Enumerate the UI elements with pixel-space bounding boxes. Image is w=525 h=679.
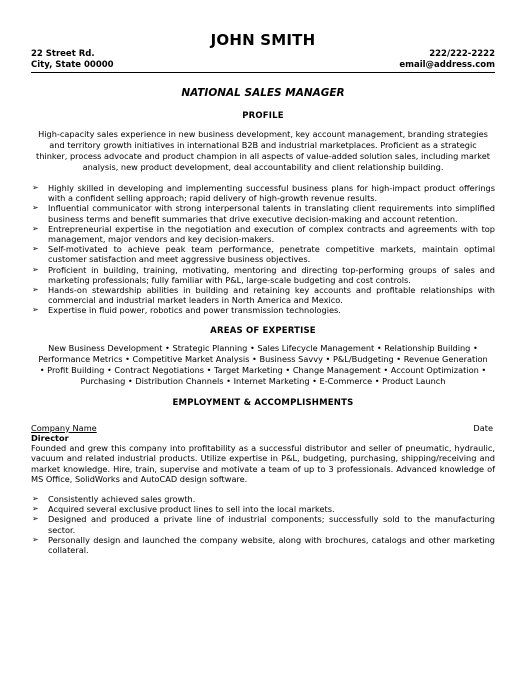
arrow-bullet-icon: ➢ [32,514,39,524]
list-item: ➢ Entrepreneurial expertise in the negotiation and execution of complex contracts and agreements with top management, major vendors and key decision-makers. [32,223,495,245]
expertise-list [31,343,495,387]
list-item: ➢ Self-motivated to achieve peak team performance, penetrate competitive markets, maintain optimal customer satisfaction and meet aggressive business objectives. [32,244,495,265]
list-item: ➢ Designed and produced a private line of industrial components; successfully sold to the manufacturing sector. [32,514,495,535]
arrow-bullet-icon: ➢ [32,504,39,514]
candidate-name: JOHN SMITH [210,31,316,49]
arrow-bullet-icon: ➢ [32,203,39,213]
address-block [31,49,114,71]
company-row [31,423,495,433]
role-title: Director [31,432,69,443]
address-line-1: 22 Street Rd. [31,49,95,59]
phone-number: 222/222-2222 [429,49,495,59]
list-item: ➢ Personally design and launched the company website, along with brochures, catalogs and other marketing collateral. [32,534,495,556]
list-item: ➢ Highly skilled in developing and implementing successful business plans for high-impact product offerings with a confident selling approach; rapid delivery of high-growth revenue results. [32,183,495,204]
list-item: ➢ Expertise in fluid power, robotics and power transmission technologies. [32,305,341,316]
arrow-bullet-icon: ➢ [32,285,39,295]
job-title: NATIONAL SALES MANAGER [181,87,345,99]
profile-summary: High-capacity sales experience in new business development, key account management, branding strategies and territory growth initiatives in international B2B and industrial marketplaces. Proficient as a strategic thinker, process advocate and product champion in all aspects of value-added solution sales, including market analysis, new product development, deal accountability and client relationship building. [36,129,490,172]
contact-details [399,49,495,71]
expertise-line: Purchasing • Distribution Channels • Internet Marketing • E-Commerce • Product Launch [80,375,446,386]
employment-heading: EMPLOYMENT & ACCOMPLISHMENTS [172,397,354,408]
arrow-bullet-icon: ➢ [32,534,39,544]
expertise-line: Performance Metrics • Competitive Market Analysis • Business Savvy • P&L/Budgeting • Revenue Generation [38,353,488,364]
profile-heading: PROFILE [242,111,284,121]
arrow-bullet-icon: ➢ [32,494,39,504]
email-address: email@address.com [399,60,495,70]
achievement-bullet-list [31,494,495,555]
arrow-bullet-icon: ➢ [32,223,39,233]
list-item: ➢ Consistently achieved sales growth. [32,494,196,505]
arrow-bullet-icon: ➢ [32,264,39,274]
expertise-line: New Business Development • Strategic Planning • Sales Lifecycle Management • Relationship Building • [48,342,478,353]
company-name: Company Name [31,422,97,433]
expertise-heading: AREAS OF EXPERTISE [210,325,316,336]
role-description: Founded and grew this company into profitability as a successful distributor and seller of pneumatic, hydraulic, vacuum and related industrial products. Utilize expertise in P&L, budgeting, purchasing, shipping/receiving and market knowledge. Hire, train, supervise and motivate a team of up to 3 professionals. Advanced knowledge of MS Office, SolidWorks and AutoCAD design software. [31,442,495,485]
employment-date: Date [473,422,493,433]
list-item: ➢ Hands-on stewardship abilities in building and retaining key accounts and profitable relationships with commercial and industrial market leaders in North America and Mexico. [32,285,495,306]
address-line-2: City, State 00000 [31,60,114,70]
header-divider [31,72,495,73]
contact-block [31,49,495,71]
arrow-bullet-icon: ➢ [32,244,39,254]
arrow-bullet-icon: ➢ [32,305,39,315]
list-item: ➢ Influential communicator with strong interpersonal talents in translating client requirements into simplified business terms and benefit summaries that drive executive decision-making and account retention. [32,203,495,224]
profile-bullet-list [31,183,495,316]
expertise-line: • Profit Building • Contract Negotiations • Target Marketing • Change Management • Account Optimization • [39,364,487,375]
list-item: ➢ Acquired several exclusive product lines to sell into the local markets. [32,504,335,515]
arrow-bullet-icon: ➢ [32,183,39,192]
list-item: ➢ Proficient in building, training, motivating, mentoring and directing top-performing groups of sales and marketing professionals; fully familiar with P&L, large-scale budgeting and cost controls. [32,264,495,285]
